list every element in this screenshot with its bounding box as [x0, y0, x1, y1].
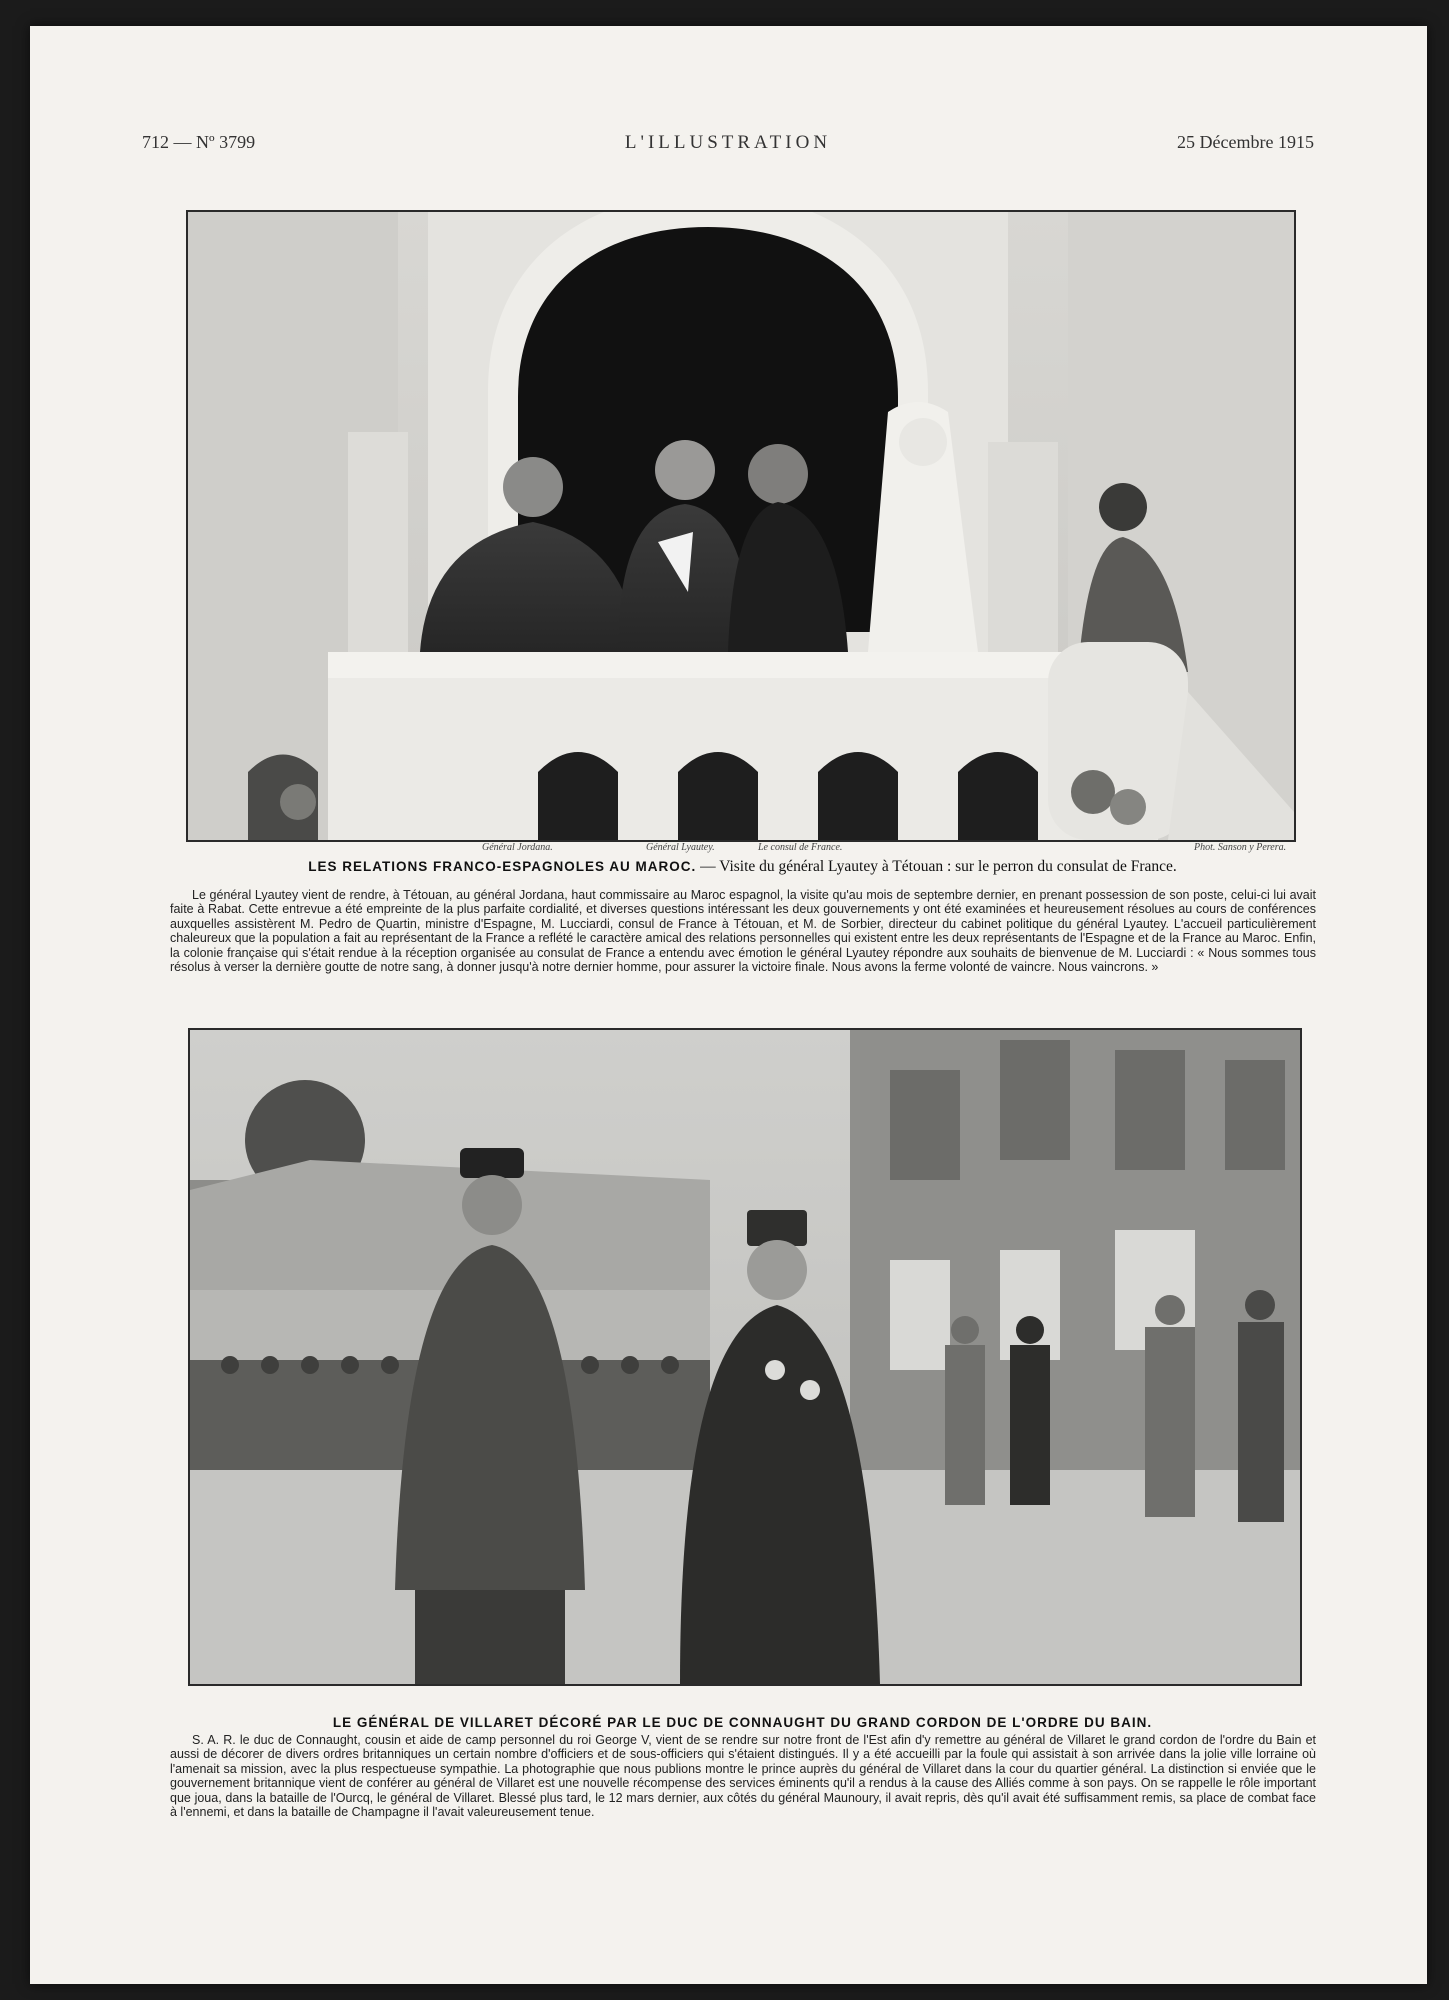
- magazine-page: [30, 26, 1427, 1984]
- photo-credit: Phot. Sanson y Perera.: [1194, 842, 1287, 853]
- label-lyautey: Général Lyautey.: [646, 842, 715, 853]
- page-header: [142, 132, 1314, 164]
- article2-body: S. A. R. le duc de Connaught, cousin et aide de camp personnel du roi George V, vient de se rendre sur notre front de l'Est afin d'y remettre au général de Villaret le grand cordon de l'ordre du Bain et aussi de décorer de divers ordres britanniques un certain nombre d'officiers et de sous-officiers qui s'étaient distingués. Il y a été accueilli par la foule qui assistait à son arrivée dans la jolie ville lorraine où l'amenait sa mission, avec la plus respectueuse sympathie. La photographie que nous publions montre le prince auprès du général de Villaret dans la cour du quartier général. La distinction si enviée que le gouvernement britannique vient de conférer au général de Villaret est une nouvelle récompense des services éminents qu'il a rendus à la cause des Alliés comme à son pays. On se rappelle le rôle important que joua, dans la bataille de l'Ourcq, le général de Villaret. Blessé plus tard, le 12 mars dernier, aux côtés du général Maunoury, il avait repris, dès qu'il avait été suffisamment remis, sa place de combat face à l'ennemi, et dans la bataille de Champagne il l'avait valeureusement tenue.: [170, 1733, 1316, 1820]
- issue-date: 25 Décembre 1915: [1177, 132, 1314, 152]
- article2-headline: [160, 1714, 1325, 1732]
- article1-headline-subtitle: — Visite du général Lyautey à Tétouan : sur le perron du consulat de France.: [696, 858, 1177, 875]
- article2-headline-caps: LE GÉNÉRAL DE VILLARET DÉCORÉ PAR LE DUC DE CONNAUGHT DU GRAND CORDON DE L'ORDRE DU BAIN.: [332, 1715, 1153, 1730]
- article1-headline: [160, 858, 1325, 876]
- label-consul: Le consul de France.: [758, 842, 843, 853]
- photo-courtyard-decoration: [188, 1028, 1302, 1686]
- masthead-title: L'ILLUSTRATION: [624, 132, 832, 153]
- article1-headline-caps: LES RELATIONS FRANCO-ESPAGNOLES AU MAROC.: [308, 859, 697, 874]
- label-jordana: Général Jordana.: [482, 842, 553, 853]
- page-number: 712 — Nº 3799: [142, 132, 256, 152]
- photo-consulate-balcony: [186, 210, 1296, 842]
- article1-body: Le général Lyautey vient de rendre, à Tétouan, au général Jordana, haut commissaire au Maroc espagnol, la visite qu'au mois de septembre dernier, en prenant possession de son poste, celui-ci lui avait faite à Rabat. Cette entrevue a été empreinte de la plus parfaite cordialité, et diverses questions intéressant les deux gouvernements y ont été examinées et heureusement résolues au cours de conférences auxquelles assistèrent M. Pedro de Quartin, ministre d'Espagne, M. Lucciardi, consul de France à Tétouan, et M. de Sorbier, directeur du cabinet politique du général Lyautey. L'accueil particulièrement chaleureux que la population a fait au représentant de la France a reflété le caractère amical des relations personnelles qui existent entre les deux représentants de l'Espagne et de la France au Maroc. Enfin, la colonie française qui s'était rendue à la réception organisée au consulat de France a entendu avec émotion le général Lyautey répondre aux souhaits de bienvenue de M. Lucciardi : « Nous sommes tous résolus à verser la dernière goutte de notre sang, à donner jusqu'à notre dernier homme, pour assurer la victoire finale. Nous avons la ferme volonté de vaincre. Nous vaincrons. »: [170, 888, 1316, 975]
